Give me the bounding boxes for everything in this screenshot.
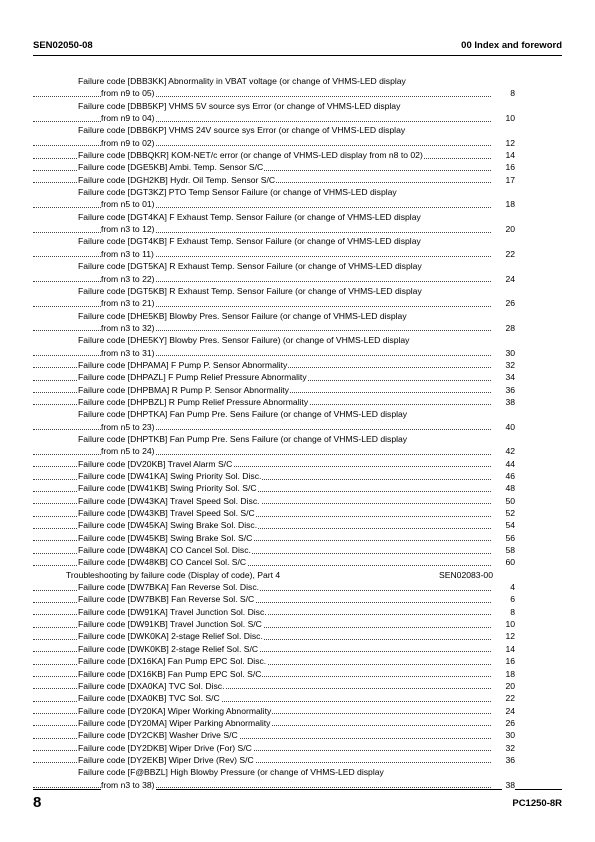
toc-page-number: 40	[502, 421, 515, 433]
toc-entry[interactable]	[33, 482, 515, 494]
toc-entry[interactable]	[33, 322, 515, 334]
page-number: 8	[33, 794, 42, 811]
toc-page-number: 26	[502, 717, 515, 729]
toc-entry[interactable]	[33, 532, 515, 544]
toc-entry[interactable]	[33, 285, 515, 297]
toc-page-number: 26	[502, 297, 515, 309]
toc-page-number: 32	[502, 359, 515, 371]
toc-entry-text: from n9 to 05)	[101, 88, 155, 99]
toc-entry-text: from n3 to 22)	[101, 273, 155, 284]
toc-page-number: 56	[502, 532, 515, 544]
toc-entry-text: Failure code [DW45KA] Swing Brake Sol. Disc.	[78, 520, 258, 531]
toc-entry[interactable]	[33, 223, 515, 235]
toc-page-number: 24	[502, 705, 515, 717]
toc-page-number: 38	[502, 396, 515, 408]
toc-entry[interactable]	[33, 359, 515, 371]
toc-entry[interactable]	[33, 75, 515, 87]
toc-page-number: 14	[502, 643, 515, 655]
toc-page-number: 12	[502, 630, 515, 642]
toc-entry[interactable]	[33, 581, 515, 593]
toc-entry-text: Failure code [DW45KB] Swing Brake Sol. S/C	[78, 532, 253, 543]
toc-entry[interactable]	[33, 556, 515, 568]
toc-entry-text: Failure code [DW7BKA] Fan Reverse Sol. Disc.	[78, 582, 260, 593]
toc-entry[interactable]	[33, 692, 515, 704]
toc-entry[interactable]	[33, 273, 515, 285]
toc-page-number: 18	[502, 198, 515, 210]
toc-entry-text: Failure code [DHPTKB] Fan Pump Pre. Sens Failure (or change of VHMS-LED display	[78, 433, 408, 444]
toc-page-number: 52	[502, 507, 515, 519]
toc-page-number: 28	[502, 322, 515, 334]
toc-entry-text: from n3 to 32)	[101, 322, 155, 333]
toc-entry-text: Failure code [DGT4KA] F Exhaust Temp. Sensor Failure (or change of VHMS-LED display	[78, 211, 421, 222]
toc-page-number: 10	[502, 112, 515, 124]
toc-entry-text: Failure code [DW43KB] Travel Speed Sol. S/C	[78, 508, 255, 519]
toc-page-number: 42	[502, 445, 515, 457]
toc-page-number: 22	[502, 248, 515, 260]
toc-entry[interactable]	[33, 211, 515, 223]
toc-entry[interactable]	[33, 766, 515, 778]
toc-entry[interactable]	[33, 606, 515, 618]
toc-page-number: 36	[502, 384, 515, 396]
toc-entry-text: Failure code [DHPTKA] Fan Pump Pre. Sens Failure (or change of VHMS-LED display	[78, 409, 408, 420]
toc-entry[interactable]	[33, 124, 515, 136]
toc-entry[interactable]	[33, 507, 515, 519]
toc-section-heading[interactable]	[33, 569, 515, 581]
toc-entry[interactable]	[33, 248, 515, 260]
toc-entry[interactable]	[33, 470, 515, 482]
toc-page-number: 14	[502, 149, 515, 161]
toc-entry[interactable]	[33, 729, 515, 741]
toc-entry-text: from n5 to 01)	[101, 199, 155, 210]
toc-page-number: 60	[502, 556, 515, 568]
toc-entry[interactable]	[33, 433, 515, 445]
toc-entry-text: from n3 to 31)	[101, 347, 155, 358]
toc-entry-text: Failure code [DY2CKB] Washer Drive S/C	[78, 730, 238, 741]
toc-entry-text: Failure code [DGT4KB] F Exhaust Temp. Sensor Failure (or change of VHMS-LED display	[78, 236, 421, 247]
toc-entry[interactable]	[33, 310, 515, 322]
toc-entry[interactable]	[33, 100, 515, 112]
toc-entry[interactable]	[33, 174, 515, 186]
table-of-contents	[33, 75, 515, 791]
toc-entry-text: Failure code [DHE5KB] Blowby Pres. Sensor Failure (or change of VHMS-LED display	[78, 310, 407, 321]
toc-entry[interactable]	[33, 458, 515, 470]
toc-entry[interactable]	[33, 149, 515, 161]
toc-entry[interactable]	[33, 260, 515, 272]
toc-entry[interactable]	[33, 421, 515, 433]
toc-entry[interactable]	[33, 186, 515, 198]
toc-entry[interactable]	[33, 297, 515, 309]
toc-entry[interactable]	[33, 334, 515, 346]
toc-entry-text: Failure code [DGH2KB] Hydr. Oil Temp. Sensor S/C	[78, 174, 276, 185]
toc-page-number: 46	[502, 470, 515, 482]
toc-page-number: 54	[502, 519, 515, 531]
toc-page-number: 10	[502, 618, 515, 630]
toc-entry-text: Failure code [DWK0KA] 2-stage Relief Sol. Disc.	[78, 631, 263, 642]
toc-page-number: 20	[502, 223, 515, 235]
toc-entry-text: Failure code [DW48KB] CO Cancel Sol. S/C	[78, 557, 247, 568]
toc-page-number: 34	[502, 371, 515, 383]
toc-entry[interactable]	[33, 87, 515, 99]
section-title: 00 Index and foreword	[461, 40, 562, 51]
toc-entry-text: Failure code [DHPBMA] R Pump P. Sensor Abnormality	[78, 384, 289, 395]
toc-entry[interactable]	[33, 754, 515, 766]
toc-page-number: 50	[502, 495, 515, 507]
toc-page-number: 20	[502, 680, 515, 692]
toc-entry-text: from n5 to 24)	[101, 446, 155, 457]
toc-entry-text: Failure code [DBB3KK] Abnormality in VBAT voltage (or change of VHMS-LED display	[78, 76, 406, 86]
toc-entry-text: Failure code [DBBQKR] KOM-NET/c error (or change of VHMS-LED display from n8 to 02)	[78, 150, 423, 161]
toc-entry-text: from n3 to 11)	[101, 248, 154, 259]
toc-entry[interactable]	[33, 408, 515, 420]
toc-entry-text: Failure code [DY2EKB] Wiper Drive (Rev) S/C	[78, 754, 254, 765]
toc-page-number: 16	[502, 655, 515, 667]
toc-entry-text: Failure code [DW48KA] CO Cancel Sol. Disc.	[78, 545, 251, 556]
toc-entry[interactable]	[33, 668, 515, 680]
toc-page-number: 17	[502, 174, 515, 186]
toc-entry[interactable]	[33, 618, 515, 630]
toc-entry-text: Failure code [DW91KB] Travel Junction Sol. S/C	[78, 619, 262, 630]
toc-entry-text: Failure code [DHPBZL] R Pump Relief Pressure Abnormality	[78, 396, 309, 407]
toc-page-number: 36	[502, 754, 515, 766]
toc-entry[interactable]	[33, 593, 515, 605]
toc-entry[interactable]	[33, 198, 515, 210]
toc-entry-text: Failure code [DW91KA] Travel Junction Sol. Disc.	[78, 606, 267, 617]
toc-entry[interactable]	[33, 235, 515, 247]
toc-page-number: 16	[502, 161, 515, 173]
toc-page-number: 44	[502, 458, 515, 470]
toc-page-number: 48	[502, 482, 515, 494]
toc-page-number: 32	[502, 742, 515, 754]
toc-page-number: 24	[502, 273, 515, 285]
header-divider	[33, 55, 562, 56]
toc-entry-text: Failure code [DY20MA] Wiper Parking Abnormality	[78, 717, 271, 728]
toc-page-number: 8	[507, 606, 515, 618]
toc-entry-text: Failure code [DW43KA] Travel Speed Sol. Disc.	[78, 495, 260, 506]
toc-page-number: 8	[507, 87, 515, 99]
toc-entry-text: Failure code [DXA0KA] TVC Sol. Disc.	[78, 680, 225, 691]
toc-entry[interactable]	[33, 112, 515, 124]
toc-entry[interactable]	[33, 655, 515, 667]
toc-entry-text: Failure code [DBB6KP] VHMS 24V source sys Error (or change of VHMS-LED display	[78, 125, 406, 136]
toc-page-number: 30	[502, 729, 515, 741]
toc-entry[interactable]	[33, 630, 515, 642]
toc-page-number: 6	[507, 593, 515, 605]
model-name: PC1250-8R	[512, 798, 562, 809]
toc-entry-text: from n9 to 02)	[101, 137, 155, 148]
toc-entry[interactable]	[33, 161, 515, 173]
toc-entry[interactable]	[33, 680, 515, 692]
toc-entry-text: Failure code [DWK0KB] 2-stage Relief Sol. S/C	[78, 643, 259, 654]
toc-entry-text: Failure code [DXA0KB] TVC Sol. S/C	[78, 693, 220, 704]
toc-entry-text: Failure code [DGE5KB] Ambi. Temp. Sensor S/C	[78, 162, 264, 173]
toc-entry-text: Failure code [DV20KB] Travel Alarm S/C	[78, 458, 233, 469]
toc-entry[interactable]	[33, 495, 515, 507]
toc-entry[interactable]	[33, 347, 515, 359]
toc-entry[interactable]	[33, 137, 515, 149]
toc-page-number: 30	[502, 347, 515, 359]
toc-entry-text: Failure code [DHPAMA] F Pump P. Sensor Abnormality	[78, 359, 288, 370]
toc-entry-text: from n5 to 23)	[101, 421, 155, 432]
toc-entry-text: Failure code [DW41KA] Swing Priority Sol. Disc.	[78, 471, 262, 481]
toc-entry[interactable]	[33, 519, 515, 531]
toc-entry[interactable]	[33, 643, 515, 655]
toc-page-number: 18	[502, 668, 515, 680]
toc-entry[interactable]	[33, 384, 515, 396]
toc-entry-text: Failure code [DW7BKB] Fan Reverse Sol. S/C	[78, 594, 255, 605]
toc-entry-text: Troubleshooting by failure code (Display of code), Part 4	[66, 569, 281, 580]
toc-entry[interactable]	[33, 544, 515, 556]
toc-entry-text: Failure code [DBB5KP] VHMS 5V source sys Error (or change of VHMS-LED display	[78, 100, 401, 111]
toc-page-number: 4	[507, 581, 515, 593]
toc-page-number: 12	[502, 137, 515, 149]
toc-entry-text: Failure code [DGT5KA] R Exhaust Temp. Sensor Failure (or change of VHMS-LED display	[78, 261, 422, 272]
toc-entry-text: Failure code [DX16KA] Fan Pump EPC Sol. Disc.	[78, 656, 267, 667]
toc-entry-text: Failure code [DHPAZL] F Pump Relief Pressure Abnormality	[78, 372, 307, 383]
toc-entry[interactable]	[33, 717, 515, 729]
toc-entry-text: Failure code [DY20KA] Wiper Working Abnormality	[78, 705, 272, 716]
toc-page-number: 38	[502, 779, 515, 791]
toc-entry-text: Failure code [DGT5KB] R Exhaust Temp. Sensor Failure (or change of VHMS-LED display	[78, 285, 422, 296]
toc-document-code: SEN02083-00	[433, 569, 493, 581]
toc-entry-text: Failure code [DW41KB] Swing Priority Sol. S/C	[78, 483, 257, 494]
toc-entry-text: Failure code [DX16KB] Fan Pump EPC Sol. S/C	[78, 668, 262, 679]
toc-entry[interactable]	[33, 396, 515, 408]
document-id: SEN02050-08	[33, 40, 93, 51]
toc-entry-text: Failure code [DHE5KY] Blowby Pres. Sensor Failure) (or change of VHMS-LED display	[78, 335, 410, 346]
toc-entry-text: from n3 to 21)	[101, 298, 155, 309]
toc-entry[interactable]	[33, 445, 515, 457]
toc-entry-text: from n3 to 12)	[101, 224, 155, 235]
toc-entry-text: from n3 to 38)	[101, 779, 155, 790]
toc-entry[interactable]	[33, 742, 515, 754]
toc-entry-text: Failure code [DY2DKB] Wiper Drive (For) S/C	[78, 742, 252, 753]
toc-page-number: 58	[502, 544, 515, 556]
toc-entry-text: from n9 to 04)	[101, 113, 155, 124]
toc-entry-text: Failure code [F@BBZL] High Blowby Pressure (or change of VHMS-LED display	[78, 767, 384, 778]
toc-entry[interactable]	[33, 371, 515, 383]
toc-page-number: 22	[502, 692, 515, 704]
toc-entry[interactable]	[33, 705, 515, 717]
toc-entry-text: Failure code [DGT3KZ] PTO Temp Sensor Failure (or change of VHMS-LED display	[78, 187, 397, 198]
